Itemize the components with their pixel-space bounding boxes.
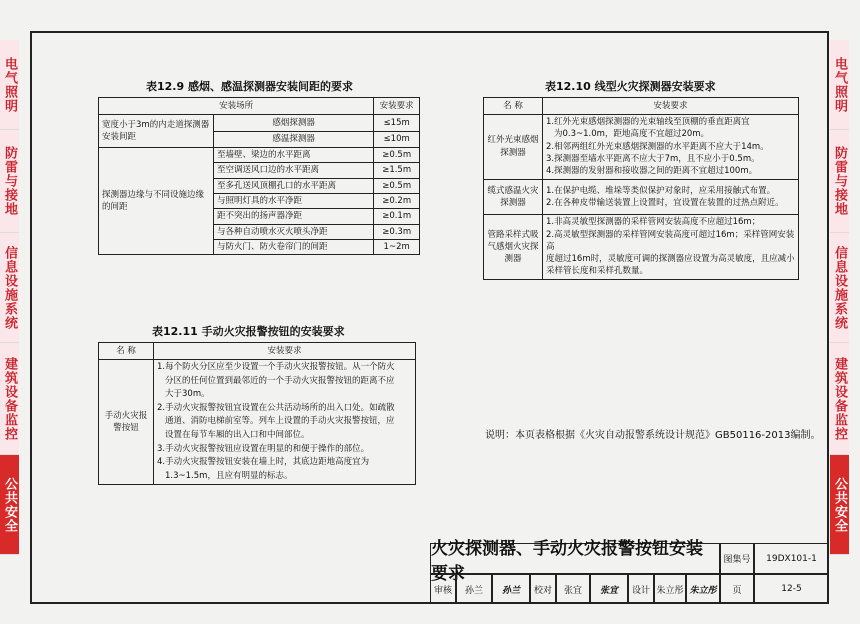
- table-cell-value: ≥0.2m: [374, 193, 420, 208]
- table-cell-name: 缆式感温火灾探测器: [484, 179, 543, 215]
- side-tab-lightning[interactable]: 防雷与接地: [830, 130, 849, 233]
- table-cell-requirements: [543, 215, 799, 280]
- side-tab-lighting[interactable]: 电气照明: [0, 40, 19, 130]
- table-cell: 感烟探测器: [214, 115, 374, 132]
- requirement-line: 通道、消防电梯前室等。列车上设置的手动火灾报警按钮，应: [165, 416, 395, 427]
- table-cell-value: ≥0.1m: [374, 209, 420, 224]
- page-label: 页: [720, 574, 754, 604]
- side-tab-lighting[interactable]: 电气照明: [830, 40, 849, 130]
- table-12-9: [98, 97, 420, 255]
- drawing-title: 火灾探测器、手动火灾报警按钮安装要求: [430, 543, 720, 574]
- table-cell-requirements: [154, 360, 416, 485]
- side-tab-lightning[interactable]: 防雷与接地: [0, 130, 19, 233]
- requirement-line: 1.红外光束感烟探测器的光束轴线至顶棚的垂直距离宜: [546, 117, 750, 127]
- table-cell: 至墙壁、梁边的水平距离: [214, 148, 374, 163]
- table-cell: 与照明灯具的水平净距: [214, 193, 374, 208]
- requirement-line: 2.手动火灾报警按钮宜设置在公共活动场所的出入口处。如疏散: [157, 402, 395, 413]
- table-cell-value: 1~2m: [374, 239, 420, 254]
- designer-signature: 朱立彤: [686, 574, 720, 604]
- requirement-line: 采样管长度和采样孔数量。: [546, 266, 649, 277]
- side-tab-safety[interactable]: 公共安全: [830, 455, 849, 555]
- requirement-line: 2.高灵敏型探测器的采样管网安装高度可超过16m；采样管网安装高: [546, 229, 795, 252]
- table-cell-place: 探测器边缘与不同设施边缘的间距: [99, 148, 214, 255]
- design-label: 设计: [628, 574, 654, 604]
- requirement-line: 大于30m。: [165, 389, 210, 400]
- table-cell-requirements: [543, 115, 799, 180]
- table-cell-place: 宽度小于3m的内走道探测器安装间距: [99, 115, 214, 148]
- table-cell-name: 管路采样式吸气感烟火灾探测器: [484, 215, 543, 280]
- title-block: [430, 538, 829, 604]
- table-cell-value: ≥0.5m: [374, 148, 420, 163]
- requirement-line: 为0.3~1.0m，距地高度不宜超过20m。: [554, 129, 710, 140]
- requirement-line: 2.相邻两组红外光束感烟探测器的水平距离不应大于14m。: [546, 141, 769, 152]
- requirement-line: 1.每个防火分区应至少设置一个手动火灾报警按钮。从一个防火: [157, 362, 395, 372]
- side-tab-info[interactable]: 信息设施系统: [0, 233, 19, 343]
- side-tab-safety[interactable]: 公共安全: [0, 455, 19, 555]
- table-cell-value: ≥1.5m: [374, 163, 420, 178]
- table-12-10-caption: 表12.10 线型火灾探测器安装要求: [545, 80, 716, 93]
- table-cell-value: ≥0.3m: [374, 224, 420, 239]
- requirement-line: 4.手动火灾报警按钮安装在墙上时，其底边距地高度宜为: [157, 457, 370, 468]
- table-cell: 至空调送风口边的水平距离: [214, 163, 374, 178]
- side-tab-info[interactable]: 信息设施系统: [830, 233, 849, 343]
- requirement-line: 1.非高灵敏型探测器的采样管网安装高度不应超过16m；: [546, 217, 761, 228]
- table-12-11: [98, 342, 416, 485]
- note-text: 说明：本页表格根据《火灾自动报警系统设计规范》GB50116-2013编制。: [485, 430, 821, 441]
- table-cell-value: ≥0.5m: [374, 178, 420, 193]
- designer-name: 朱立彤: [654, 574, 686, 604]
- table-cell-name: 手动火灾报警按钮: [99, 360, 154, 485]
- requirement-line: 3.探测器至墙水平距离不应大于7m，且不应小于0.5m。: [546, 153, 760, 164]
- table-12-10: [483, 97, 799, 280]
- atlas-number: 19DX101-1: [754, 543, 829, 574]
- table-12-9-caption: 表12.9 感烟、感温探测器安装间距的要求: [146, 80, 353, 93]
- table-cell-requirements: [543, 179, 799, 215]
- requirement-line: 2.在各种皮带输送装置上设置时，宜设置在装置的过热点附近。: [546, 197, 784, 208]
- side-tabs-left: [0, 40, 30, 555]
- table-header: 名 称: [99, 343, 154, 360]
- table-header: 安装场所: [99, 98, 374, 115]
- atlas-label: 图集号: [720, 543, 754, 574]
- side-tab-building[interactable]: 建筑设备监控: [830, 343, 849, 455]
- requirement-line: 分区的任何位置到最邻近的一个手动火灾报警按钮的距离不应: [165, 375, 395, 386]
- side-tabs-right: [830, 40, 860, 555]
- table-cell: 至多孔送风顶棚孔口的水平距离: [214, 178, 374, 193]
- table-header: 名 称: [484, 98, 543, 115]
- table-cell: 感温探测器: [214, 131, 374, 148]
- reviewer-name: 孙兰: [456, 574, 492, 604]
- table-cell: 与各种自动喷水灭火喷头净距: [214, 224, 374, 239]
- requirement-line: 设置在每节车厢的出入口和中间部位。: [165, 429, 310, 440]
- table-header: 安装要求: [154, 343, 416, 360]
- table-cell: 距不突出的扬声器净距: [214, 209, 374, 224]
- page-number: 12-5: [754, 574, 829, 604]
- table-header: 安装要求: [543, 98, 799, 115]
- requirement-line: 1.在保护电缆、堆垛等类似保护对象时，应采用接触式布置。: [546, 185, 776, 196]
- table-header: 安装要求: [374, 98, 420, 115]
- check-label: 校对: [530, 574, 556, 604]
- table-cell: 与防火门、防火卷帘门的间距: [214, 239, 374, 254]
- table-cell-value: ≤10m: [374, 131, 420, 148]
- checker-name: 张宜: [556, 574, 590, 604]
- requirement-line: 1.3~1.5m，且应有明显的标志。: [165, 470, 293, 481]
- side-tab-building[interactable]: 建筑设备监控: [0, 343, 19, 455]
- requirement-line: 4.探测器的发射器和接收器之间的距离不宜超过100m。: [546, 166, 758, 177]
- reviewer-signature: 孙兰: [492, 574, 530, 604]
- table-cell-value: ≤15m: [374, 115, 420, 132]
- table-cell-name: 红外光束感烟探测器: [484, 115, 543, 180]
- review-label: 审核: [430, 574, 456, 604]
- requirement-line: 3.手动火灾报警按钮应设置在明显的和便于操作的部位。: [157, 443, 370, 454]
- checker-signature: 张宜: [590, 574, 628, 604]
- requirement-line: 度超过16m时，灵敏度可调的探测器应设置为高灵敏度，且应减小: [546, 254, 795, 265]
- table-12-11-caption: 表12.11 手动火灾报警按钮的安装要求: [152, 325, 345, 338]
